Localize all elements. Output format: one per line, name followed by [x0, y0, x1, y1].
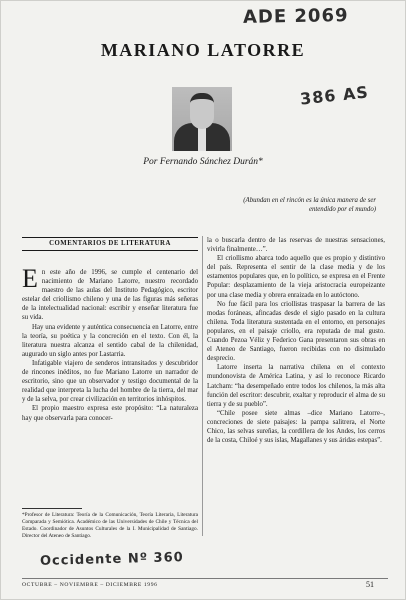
epigraph: (Abundan en el rincón es la única manera de ser entendido por el mundo) [243, 197, 376, 214]
byline-author: Fernando Sánchez Durán* [159, 157, 263, 167]
paragraph-3: Infatigable viajero de senderos intransitados y descubridor de rincones inéditos, no fue Mariano Latorre un narrador de escritorio, sino que un observador y testigo documental de la realidad que interpreta la lucha del hombre de la tierra, del mar y de la selva, por crear civilización en territorios inhóspitos. [22, 359, 198, 404]
photo-head [190, 93, 214, 129]
paragraph-9: “Chile posee siete almas –dice Mariano Latorre–, concreciones de siete paisajes: la pampa salitrera, el Norte Chico, las selvas sureñas, la cordillera de los Andes, los cerros de la costa, Chiloé y sus islas, Magallanes y sus áridas estepas”. [207, 409, 385, 445]
handwritten-source-note: Occidente Nº 360 [39, 550, 184, 569]
footnote-rule [22, 508, 82, 509]
footer-rule [22, 578, 388, 579]
handwritten-catalog-number: ADE 2069 [242, 5, 349, 28]
author-footnote: *Profesor de Literatura: Teoría de la Comunicación, Teoría Literaria, Literatura Comparada y Semiótica. Académico de las Universidades de Chile y Técnica del Estado. Coordinador de Asuntos Culturales de la I. Municipalidad de Santiago. Director del Ateneo de Santiago. [22, 512, 198, 540]
issue-date: OCTUBRE – NOVIEMBRE – DICIEMBRE 1996 [22, 582, 158, 588]
section-heading: COMENTARIOS DE LITERATURA [22, 237, 198, 251]
handwritten-shelf-mark: 386 AS [299, 82, 370, 109]
page-number: 51 [366, 580, 374, 589]
author-photo [172, 87, 232, 151]
paragraph-4: El propio maestro expresa este propósito: “La naturaleza hay que observarla para conocer- [22, 405, 198, 422]
paragraph-7: No fue fácil para los criollistas traspasar la barrera de las modas foráneas, afincadas desde el siglo pasado en la cultura chilena. Toda literatura sustentada en el entorno, en personajes populares, en el paisaje criollo, era reputada de mal gusto. Cuando Pezoa Véliz y Federico Gana presentaron sus obras en el Ateneo de Santiago, fueron recibidas con no disimulado desprecio. [207, 300, 385, 363]
article-title: MARIANO LATORRE [100, 40, 306, 60]
left-column [22, 264, 198, 423]
column-divider [202, 236, 203, 536]
right-column [207, 236, 385, 445]
paragraph-1 [22, 264, 198, 323]
paragraph-2: Hay una evidente y auténtica consecuencia en Latorre, entre la teoría, su poética y la concreción en el texto. Con él, la literatura nuestra alcanza el sentido cabal de la chilenidad, augurado un siglo antes por Lastarria. [22, 323, 198, 358]
byline-prefix: Por [143, 157, 158, 167]
paragraph-5: la o buscarla dentro de las reservas de nuestras sensaciones, vivirla finalmente…”. [207, 237, 385, 254]
drop-cap: E [22, 264, 38, 293]
paragraph-1-text: n este año de 1996, se cumple el centenario del nacimiento de Mariano Latorre, nuestro recordado maestro de las aulas del Instituto Pedagógico, escritor estelar del criollismo chileno y una de las figuras más señeras de la intelectualidad nacional: escribir y enseñar literatura fue su vida. [22, 269, 198, 322]
paragraph-6: El criollismo abarca todo aquello que es propio y distintivo del país. Representa el sentir de la clase media y de los estamentos populares que, en lo político, se expresa en el Frente Popular: desplazamiento de la vieja aristocracia europeizante por una clase media y obrera enraizada en lo autóctono. [207, 255, 385, 299]
byline [0, 157, 406, 167]
paragraph-8: Latorre inserta la narrativa chilena en el contexto mundonovista de América Latina, y así lo reconoce Ricardo Latcham: “ha desempeñado entre todos los chilenos, la más alta función del escritor: descubrir, exaltar y reproducir el alma de su tierra y de su pueblo”. [207, 364, 385, 408]
